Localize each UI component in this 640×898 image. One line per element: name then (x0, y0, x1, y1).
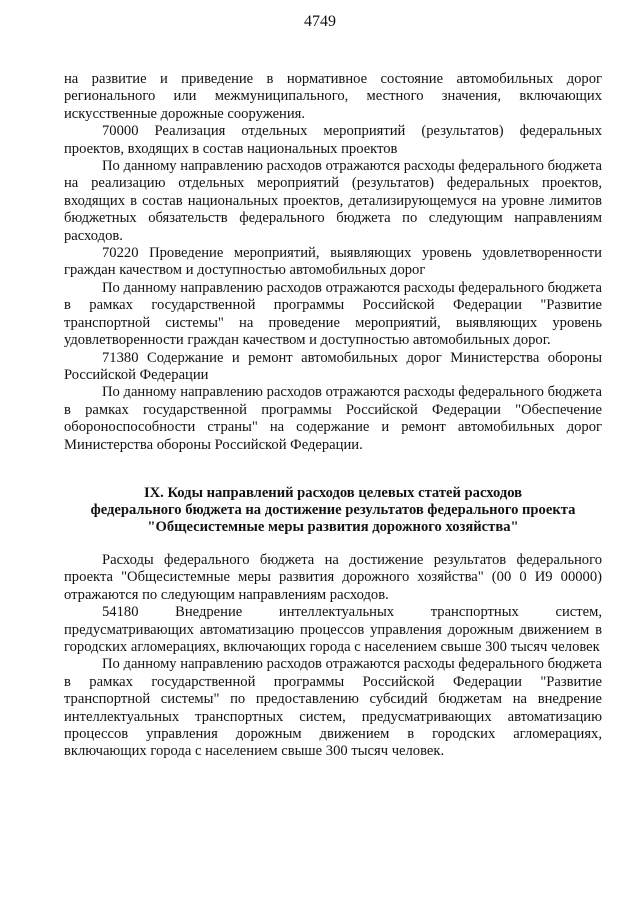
body-text-section-after (64, 552, 602, 761)
section-heading-line-3: "Общесистемные меры развития дорожного хозяйства" (147, 519, 519, 536)
paragraph-description-71380: По данному направлению расходов отражаются расходы федерального бюджета в рамках государственной программы Российской Федерации "Обеспечение обороноспособности страны" на содержание и ремонт автомобильных дорог Министерства обороны Российской Федерации. (64, 384, 602, 453)
body-text-section-before (64, 71, 602, 454)
section-heading-line-1: IX. Коды направлений расходов целевых статей расходов (143, 485, 523, 501)
paragraph-code-70220: 70220 Проведение мероприятий, выявляющих уровень удовлетворенности граждан качеством и доступностью автомобильных дорог (64, 245, 602, 279)
paragraph-description-70000: По данному направлению расходов отражаются расходы федерального бюджета на реализацию отдельных мероприятий (результатов) федеральных проектов, входящих в состав национальных проектов, детализирующемуся на уровне лимитов бюджетных обязательств федерального бюджета по следующим направлениям расходов. (64, 158, 602, 244)
paragraph-description-70220: По данному направлению расходов отражаются расходы федерального бюджета в рамках государственной программы Российской Федерации "Развитие транспортной системы" на проведение мероприятий, выявляющих уровень удовлетворенности граждан качеством и доступностью автомобильных дорог. (64, 279, 602, 349)
paragraph-code-54180: 54180 Внедрение интеллектуальных транспортных систем, предусматривающих автоматизацию процессов управления дорожным движением в городских агломерациях, включающих города с населением свыше 300 тысяч человек (64, 604, 602, 656)
paragraph-description-54180: По данному направлению расходов отражаются расходы федерального бюджета в рамках государственной программы Российской Федерации "Развитие транспортной системы" по предоставлению субсидий бюджетам на внедрение интеллектуальных транспортных систем, предусматривающих автоматизацию процессов управления дорожным движением в городских агломерациях, включающих города с населением свыше 300 тысяч человек. (64, 656, 602, 760)
paragraph-continuation: на развитие и приведение в нормативное состояние автомобильных дорог регионального или межмуниципального, местного значения, включающих искусственные дорожные сооружения. (64, 71, 602, 122)
paragraph-code-70000: 70000 Реализация отдельных мероприятий (результатов) федеральных проектов, входящих в состав национальных проектов (64, 123, 602, 157)
section-heading-line-2: федерального бюджета на достижение результатов федерального проекта (90, 502, 576, 519)
page-number: 4749 (304, 13, 336, 30)
paragraph-intro: Расходы федерального бюджета на достижение результатов федерального проекта "Общесистемные меры развития дорожного хозяйства" (00 0 И9 00000) отражаются по следующим направлениям расходов. (64, 552, 602, 603)
section-heading (64, 485, 602, 537)
paragraph-code-71380: 71380 Содержание и ремонт автомобильных дорог Министерства обороны Российской Федерации (64, 349, 602, 383)
